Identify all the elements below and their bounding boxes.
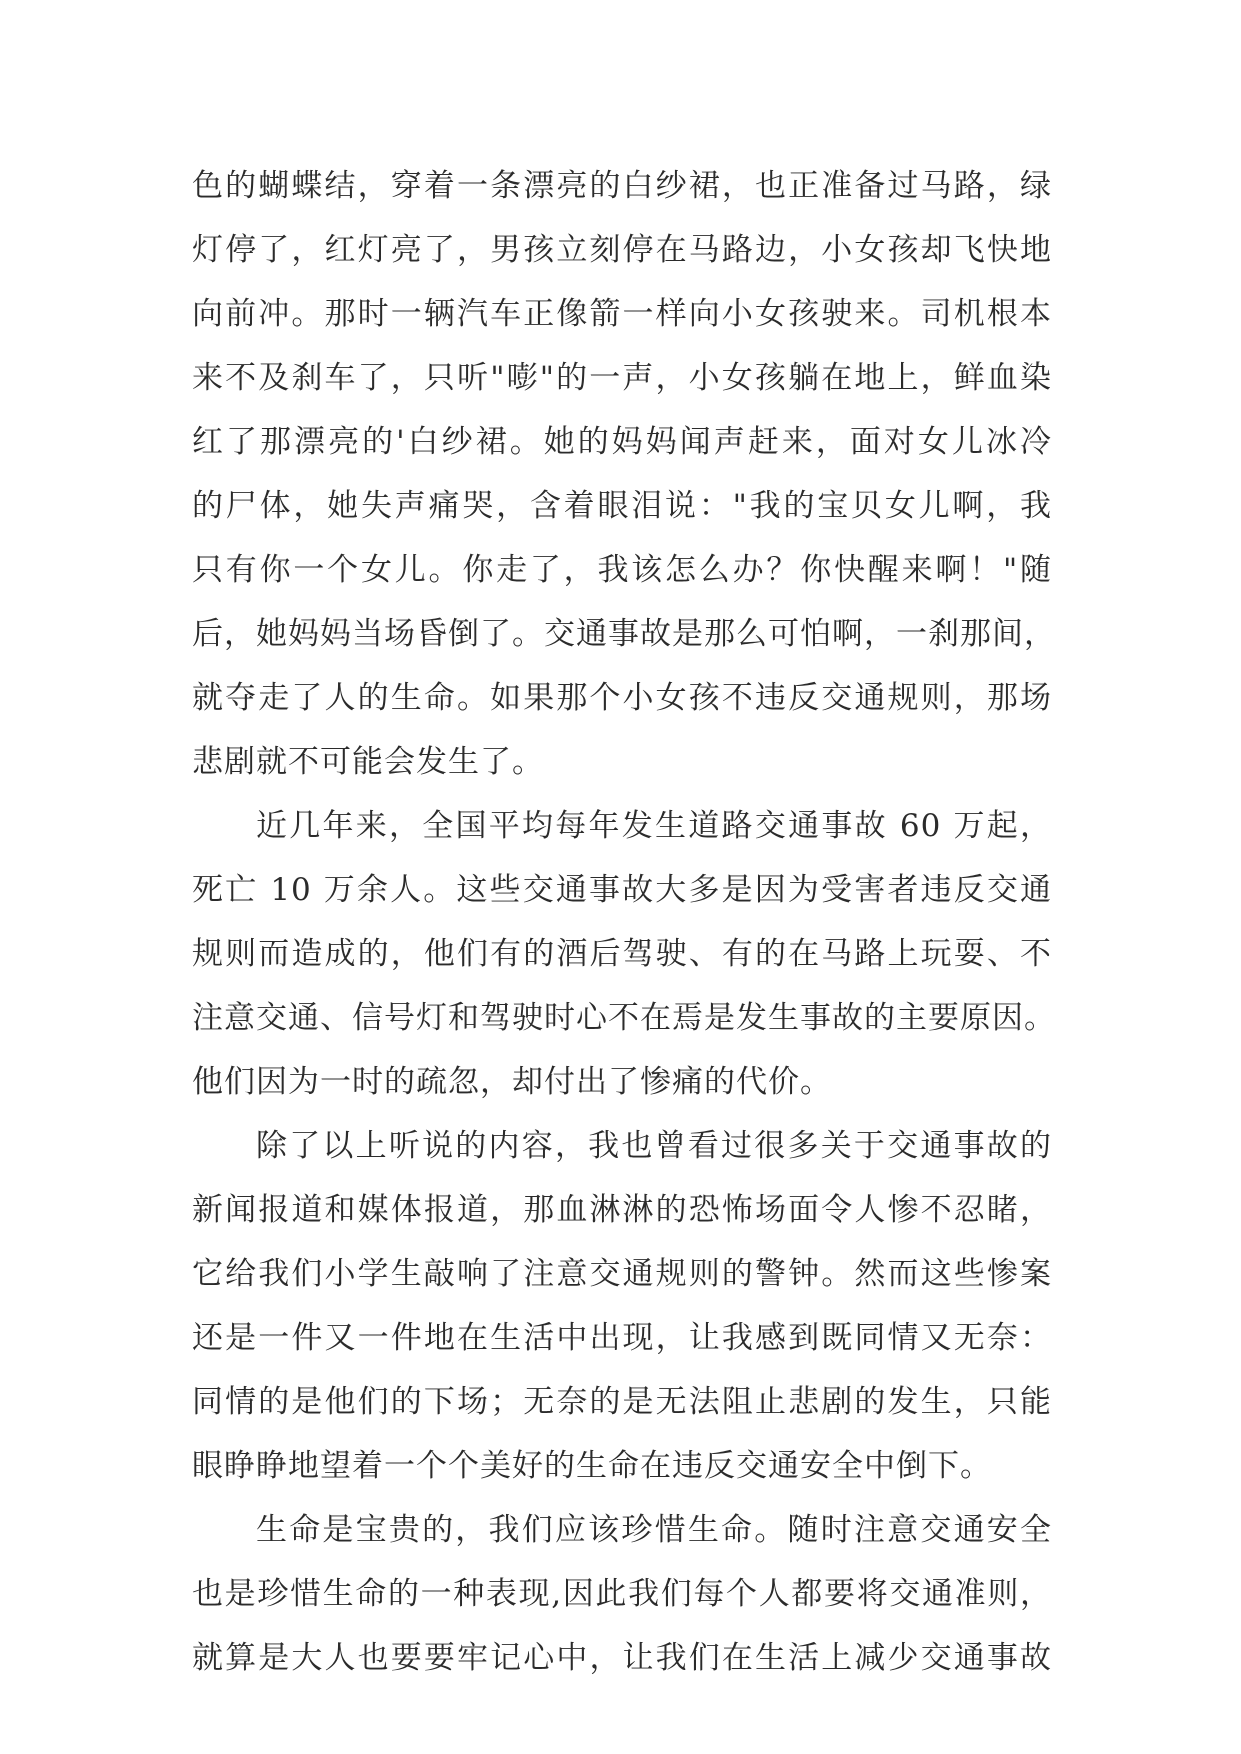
text-line: 也是珍惜生命的一种表现,因此我们每个人都要将交通准则， [192,1576,1052,1612]
text-line: 色的蝴蝶结，穿着一条漂亮的白纱裙，也正准备过马路，绿 [192,168,1052,204]
text-line: 灯停了，红灯亮了，男孩立刻停在马路边，小女孩却飞快地 [192,232,1052,268]
text-line: 新闻报道和媒体报道，那血淋淋的恐怖场面令人惨不忍睹， [192,1192,1052,1228]
text-line: 生命是宝贵的，我们应该珍惜生命。随时注意交通安全 [256,1512,1052,1548]
text-line: 还是一件又一件地在生活中出现，让我感到既同情又无奈： [192,1320,1052,1356]
text-line: 眼睁睁地望着一个个美好的生命在违反交通安全中倒下。 [192,1448,992,1484]
text-line: 它给我们小学生敲响了注意交通规则的警钟。然而这些惨案 [192,1256,1052,1292]
text-line: 的尸体，她失声痛哭，含着眼泪说："我的宝贝女儿啊，我 [192,488,1052,524]
text-line: 除了以上听说的内容，我也曾看过很多关于交通事故的 [256,1128,1052,1164]
paragraph [192,1114,1052,1498]
text-line: 死亡 10 万余人。这些交通事故大多是因为受害者违反交通 [192,872,1052,908]
text-line: 就夺走了人的生命。如果那个小女孩不违反交通规则，那场 [192,680,1052,716]
paragraph [192,1498,1052,1690]
text-line: 近几年来，全国平均每年发生道路交通事故 60 万起， [256,808,1052,844]
text-line: 悲剧就不可能会发生了。 [192,744,544,780]
text-line: 规则而造成的，他们有的酒后驾驶、有的在马路上玩耍、不 [192,936,1052,972]
body-text [192,154,1056,1690]
text-line: 后，她妈妈当场昏倒了。交通事故是那么可怕啊，一刹那间， [192,616,1056,652]
paragraph [192,154,1056,794]
text-line: 来不及刹车了，只听"嘭"的一声，小女孩躺在地上，鲜血染 [192,360,1052,396]
text-line: 他们因为一时的疏忽，却付出了惨痛的代价。 [192,1064,832,1100]
paragraph [192,794,1056,1114]
text-line: 向前冲。那时一辆汽车正像箭一样向小女孩驶来。司机根本 [192,296,1052,332]
text-line: 就算是大人也要要牢记心中，让我们在生活上减少交通事故 [192,1640,1052,1676]
text-line: 同情的是他们的下场；无奈的是无法阻止悲剧的发生，只能 [192,1384,1052,1420]
text-line: 红了那漂亮的'白纱裙。她的妈妈闻声赶来，面对女儿冰冷 [192,424,1052,460]
text-line: 注意交通、信号灯和驾驶时心不在焉是发生事故的主要原因。 [192,1000,1056,1036]
text-line: 只有你一个女儿。你走了，我该怎么办？你快醒来啊！"随 [192,552,1052,588]
